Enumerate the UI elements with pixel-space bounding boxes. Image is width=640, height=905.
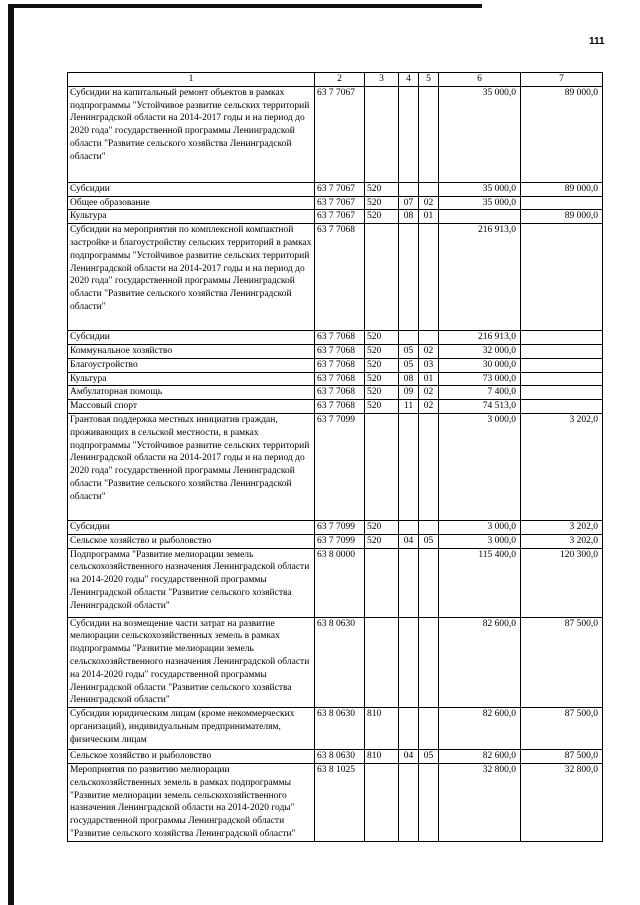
table-row (68, 210, 603, 224)
cell-pr: 03 (419, 358, 439, 372)
cell-rz: 09 (399, 386, 419, 400)
cell-csr: 63 7 7067 (315, 210, 365, 224)
cell-vr: 520 (365, 344, 399, 358)
cell-rz: 08 (399, 210, 419, 224)
cell-pr: 01 (419, 210, 439, 224)
cell-vr: 810 (365, 708, 399, 750)
cell-csr: 63 7 7068 (315, 331, 365, 345)
cell-sum-2016: 89 000,0 (521, 182, 603, 196)
cell-sum-2015: 216 913,0 (439, 224, 521, 331)
cell-csr: 63 7 7099 (315, 520, 365, 534)
cell-csr: 63 7 7067 (315, 86, 365, 182)
cell-name: Амбулаторная помощь (68, 386, 315, 400)
header-cell: 2 (315, 73, 365, 87)
cell-rz (399, 331, 419, 345)
cell-name: Коммунальное хозяйство (68, 344, 315, 358)
table-row (68, 196, 603, 210)
cell-sum-2015: 3 000,0 (439, 534, 521, 548)
cell-sum-2015: 7 400,0 (439, 386, 521, 400)
cell-sum-2015: 74 513,0 (439, 400, 521, 414)
cell-name: Грантовая поддержка местных инициатив граждан, проживающих в сельской местности, в рамках подпрограммы "Устойчивое развитие сельских территорий Ленинградской области на 2014-2017 годы и на период до 2020 года" государственной программы Ленинградской области "Развитие сельского хозяйства Ленинградской области" (68, 413, 315, 520)
cell-name: Массовый спорт (68, 400, 315, 414)
table-row (68, 386, 603, 400)
cell-vr: 520 (365, 182, 399, 196)
cell-sum-2016: 87 500,0 (521, 708, 603, 750)
cell-csr: 63 7 7068 (315, 372, 365, 386)
table-row (68, 548, 603, 617)
cell-sum-2015: 82 600,0 (439, 708, 521, 750)
page-number: 111 (589, 36, 605, 47)
cell-sum-2015 (439, 210, 521, 224)
cell-pr: 02 (419, 344, 439, 358)
table-row (68, 358, 603, 372)
table-row (68, 182, 603, 196)
cell-rz (399, 617, 419, 708)
cell-sum-2015: 35 000,0 (439, 86, 521, 182)
cell-sum-2015: 35 000,0 (439, 182, 521, 196)
cell-pr (419, 548, 439, 617)
cell-name: Субсидии (68, 182, 315, 196)
table-row (68, 331, 603, 345)
cell-pr: 02 (419, 400, 439, 414)
cell-vr (365, 548, 399, 617)
table-row (68, 750, 603, 764)
cell-csr: 63 8 0000 (315, 548, 365, 617)
cell-rz (399, 520, 419, 534)
cell-name: Субсидии на капитальный ремонт объектов в рамках подпрограммы "Устойчивое развитие сельских территорий Ленинградской области на 2014-2017 годы и на период до 2020 года" государственной программы Ленинградской области "Развитие сельского хозяйства Ленинградской области" (68, 86, 315, 182)
cell-csr: 63 7 7068 (315, 400, 365, 414)
cell-vr: 520 (365, 520, 399, 534)
cell-vr (365, 763, 399, 841)
cell-sum-2016: 87 500,0 (521, 617, 603, 708)
cell-rz: 04 (399, 750, 419, 764)
cell-rz (399, 763, 419, 841)
cell-pr (419, 708, 439, 750)
cell-sum-2016 (521, 372, 603, 386)
header-cell: 5 (419, 73, 439, 87)
cell-vr: 520 (365, 358, 399, 372)
cell-csr: 63 7 7099 (315, 534, 365, 548)
cell-sum-2016: 89 000,0 (521, 210, 603, 224)
cell-sum-2016: 87 500,0 (521, 750, 603, 764)
cell-sum-2016: 3 202,0 (521, 534, 603, 548)
cell-vr: 520 (365, 331, 399, 345)
cell-pr (419, 182, 439, 196)
cell-vr: 520 (365, 196, 399, 210)
cell-name: Субсидии (68, 520, 315, 534)
cell-vr (365, 224, 399, 331)
cell-sum-2016: 3 202,0 (521, 520, 603, 534)
cell-csr: 63 7 7068 (315, 358, 365, 372)
header-cell: 1 (68, 73, 315, 87)
cell-csr: 63 8 0630 (315, 617, 365, 708)
cell-rz (399, 548, 419, 617)
cell-vr (365, 413, 399, 520)
header-cell: 3 (365, 73, 399, 87)
cell-rz: 11 (399, 400, 419, 414)
cell-sum-2016 (521, 344, 603, 358)
table-row (68, 400, 603, 414)
cell-sum-2015: 3 000,0 (439, 413, 521, 520)
cell-rz (399, 413, 419, 520)
cell-vr: 520 (365, 534, 399, 548)
cell-name: Субсидии юридическим лицам (кроме некоммерческих организаций), индивидуальным предпринимателям, физическим лицам (68, 708, 315, 750)
table-header-row (68, 73, 603, 87)
table-row (68, 344, 603, 358)
cell-rz (399, 182, 419, 196)
table-row (68, 372, 603, 386)
cell-sum-2016 (521, 224, 603, 331)
cell-sum-2016: 89 000,0 (521, 86, 603, 182)
cell-pr (419, 763, 439, 841)
cell-sum-2016 (521, 196, 603, 210)
cell-name: Сельское хозяйство и рыболовство (68, 750, 315, 764)
cell-name: Благоустройство (68, 358, 315, 372)
cell-sum-2015: 32 800,0 (439, 763, 521, 841)
cell-csr: 63 7 7068 (315, 224, 365, 331)
cell-name: Культура (68, 210, 315, 224)
cell-name: Субсидии (68, 331, 315, 345)
cell-rz: 05 (399, 358, 419, 372)
cell-name: Общее образование (68, 196, 315, 210)
cell-sum-2016: 32 800,0 (521, 763, 603, 841)
cell-name: Субсидии на мероприятия по комплексной компактной застройке и благоустройству сельских территорий в рамках подпрограммы "Устойчивое развитие сельских территорий Ленинградской области на 2014-2017 годы и на период до 2020 года" государственной программы Ленинградской области "Развитие сельского хозяйства Ленинградской области" (68, 224, 315, 331)
cell-sum-2015: 35 000,0 (439, 196, 521, 210)
cell-pr: 02 (419, 196, 439, 210)
cell-name: Субсидии на возмещение части затрат на развитие мелиорации сельскохозяйственных земель в рамках подпрограммы "Развитие мелиорации земель сельскохозяйственного назначения Ленинградской области на 2014-2020 годы" государственной программы Ленинградской области "Развитие сельского хозяйства Ленинградской области" (68, 617, 315, 708)
table-row (68, 224, 603, 331)
table-row (68, 86, 603, 182)
table-row (68, 413, 603, 520)
table-row (68, 763, 603, 841)
scan-edge-left (8, 4, 14, 905)
cell-rz: 07 (399, 196, 419, 210)
cell-name: Мероприятия по развитию мелиорации сельскохозяйственных земель в рамках подпрограммы "Развитие мелиорации земель сельскохозяйственного назначения Ленинградской области на 2014-2020 годы" государственной программы Ленинградской области "Развитие сельского хозяйства Ленинградской области" (68, 763, 315, 841)
cell-pr: 02 (419, 386, 439, 400)
cell-rz (399, 86, 419, 182)
cell-sum-2016: 3 202,0 (521, 413, 603, 520)
cell-rz: 04 (399, 534, 419, 548)
cell-pr: 01 (419, 372, 439, 386)
header-cell: 6 (439, 73, 521, 87)
cell-sum-2015: 3 000,0 (439, 520, 521, 534)
cell-rz: 05 (399, 344, 419, 358)
cell-sum-2015: 30 000,0 (439, 358, 521, 372)
table-row (68, 617, 603, 708)
cell-rz: 08 (399, 372, 419, 386)
cell-sum-2015: 216 913,0 (439, 331, 521, 345)
cell-name: Сельское хозяйство и рыболовство (68, 534, 315, 548)
cell-vr: 520 (365, 372, 399, 386)
cell-pr (419, 520, 439, 534)
cell-sum-2015: 82 600,0 (439, 617, 521, 708)
table-row (68, 534, 603, 548)
cell-rz (399, 224, 419, 331)
budget-table (67, 72, 603, 842)
cell-sum-2016 (521, 331, 603, 345)
cell-csr: 63 7 7068 (315, 344, 365, 358)
cell-sum-2015: 32 000,0 (439, 344, 521, 358)
cell-csr: 63 8 0630 (315, 750, 365, 764)
cell-vr (365, 86, 399, 182)
cell-vr: 810 (365, 750, 399, 764)
cell-sum-2015: 115 400,0 (439, 548, 521, 617)
table-row (68, 708, 603, 750)
cell-pr (419, 413, 439, 520)
cell-csr: 63 7 7099 (315, 413, 365, 520)
cell-pr (419, 617, 439, 708)
cell-pr (419, 86, 439, 182)
cell-csr: 63 7 7067 (315, 196, 365, 210)
cell-name: Культура (68, 372, 315, 386)
scan-edge-top (12, 4, 482, 8)
cell-sum-2015: 73 000,0 (439, 372, 521, 386)
table-row (68, 520, 603, 534)
cell-sum-2016 (521, 358, 603, 372)
cell-vr: 520 (365, 386, 399, 400)
cell-csr: 63 7 7067 (315, 182, 365, 196)
cell-sum-2016 (521, 400, 603, 414)
header-cell: 4 (399, 73, 419, 87)
cell-sum-2016: 120 300,0 (521, 548, 603, 617)
cell-vr: 520 (365, 400, 399, 414)
cell-csr: 63 8 0630 (315, 708, 365, 750)
cell-name: Подпрограмма "Развитие мелиорации земель сельскохозяйственного назначения Ленинградской области на 2014-2020 годы" государственной программы Ленинградской области "Развитие сельского хозяйства Ленинградской области" (68, 548, 315, 617)
cell-csr: 63 8 1025 (315, 763, 365, 841)
cell-csr: 63 7 7068 (315, 386, 365, 400)
cell-vr: 520 (365, 210, 399, 224)
cell-pr (419, 224, 439, 331)
cell-vr (365, 617, 399, 708)
cell-sum-2015: 82 600,0 (439, 750, 521, 764)
cell-pr: 05 (419, 750, 439, 764)
cell-pr: 05 (419, 534, 439, 548)
cell-pr (419, 331, 439, 345)
cell-sum-2016 (521, 386, 603, 400)
cell-rz (399, 708, 419, 750)
header-cell: 7 (521, 73, 603, 87)
